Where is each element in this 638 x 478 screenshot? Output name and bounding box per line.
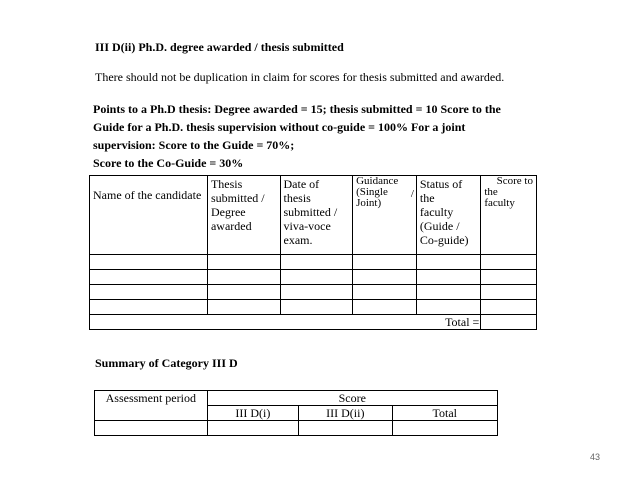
points-line: Score to the Co-Guide = 30% bbox=[93, 156, 244, 170]
points-line: Points to a Ph.D thesis: Degree awarded = 15; thesis submitted = 10 Score to the bbox=[93, 102, 501, 116]
section-heading: III D(ii) Ph.D. degree awarded / thesis submitted bbox=[95, 40, 344, 54]
summary-table bbox=[94, 390, 498, 436]
summary-subheader-row bbox=[95, 406, 498, 421]
total-label: Total = bbox=[90, 315, 481, 330]
sub-header-iiidii: III D(ii) bbox=[299, 406, 392, 421]
header-name-of-candidate: Name of the candidate bbox=[90, 176, 208, 255]
total-row bbox=[90, 315, 537, 330]
duplication-note: There should not be duplication in claim for scores for thesis submitted and awarded. bbox=[95, 70, 505, 84]
header-guidance: Guidance (Single Joint) / bbox=[353, 176, 417, 255]
header-thesis-status: Thesis submitted / Degree awarded bbox=[207, 176, 280, 255]
header-date-of-thesis: Date of thesis submitted / viva-voce exam. bbox=[280, 176, 353, 255]
sub-header-total: Total bbox=[392, 406, 497, 421]
points-line: Guide for a Ph.D. thesis supervision without co-guide = 100% For a joint bbox=[93, 120, 466, 134]
table-row bbox=[90, 285, 537, 300]
page-number: 43 bbox=[589, 452, 600, 462]
summary-header-row bbox=[95, 391, 498, 406]
table-row bbox=[90, 270, 537, 285]
table-row bbox=[90, 300, 537, 315]
sub-header-iiidi: III D(i) bbox=[207, 406, 298, 421]
table-row bbox=[90, 255, 537, 270]
table-header-row bbox=[90, 176, 537, 255]
guidance-slash: / bbox=[410, 188, 414, 200]
header-score-to-faculty: Score to the faculty bbox=[481, 176, 537, 255]
total-value-cell bbox=[481, 315, 537, 330]
header-status-of-faculty: Status of the faculty (Guide / Co-guide) bbox=[416, 176, 480, 255]
assessment-period-header: Assessment period bbox=[95, 391, 208, 406]
table-row bbox=[95, 421, 498, 436]
points-paragraph bbox=[93, 100, 563, 172]
thesis-table bbox=[89, 175, 537, 330]
summary-title: Summary of Category III D bbox=[95, 356, 238, 370]
points-line: supervision: Score to the Guide = 70%; bbox=[93, 138, 295, 152]
score-header: Score bbox=[207, 391, 497, 406]
